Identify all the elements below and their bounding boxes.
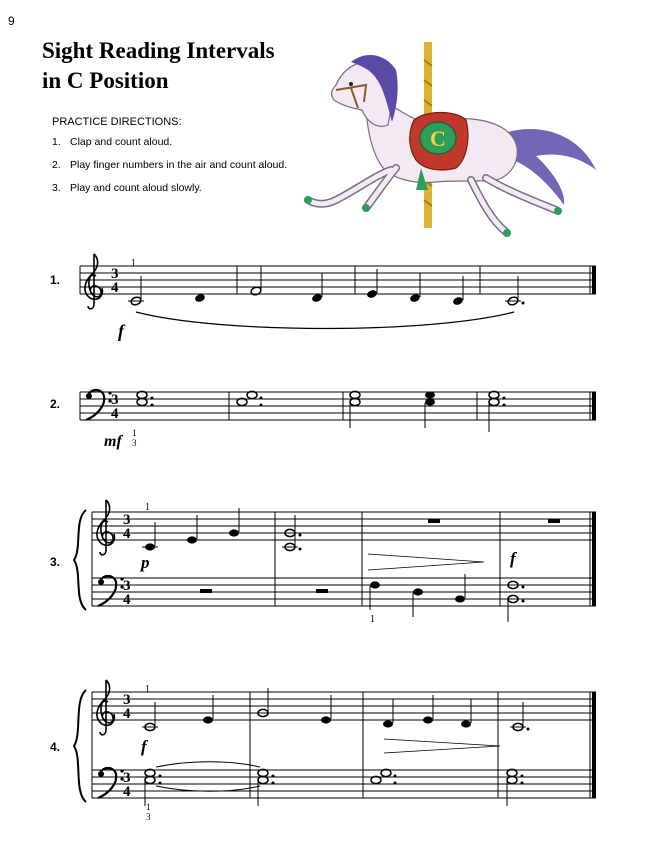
direction-text: Play finger numbers in the air and count aloud. bbox=[70, 159, 288, 171]
dynamic-marking: mf bbox=[104, 433, 122, 450]
exercise-number-2: 2. bbox=[50, 397, 61, 411]
time-sig-bottom: 4 bbox=[111, 406, 119, 422]
fingering: 1 bbox=[145, 502, 150, 513]
direction-number: 2. bbox=[52, 159, 61, 171]
title-line-2: in C Position bbox=[42, 68, 169, 93]
brace bbox=[74, 510, 86, 610]
directions-heading: PRACTICE DIRECTIONS: bbox=[52, 116, 182, 128]
notes bbox=[142, 508, 560, 622]
fingering-bottom: 3 bbox=[132, 438, 137, 448]
fingering: 1 bbox=[370, 614, 375, 625]
fingering: 1 bbox=[145, 684, 150, 695]
page-number: 9 bbox=[8, 14, 15, 28]
fingering-top: 1 bbox=[132, 428, 137, 438]
tie bbox=[156, 762, 260, 767]
time-sig-bottom: 4 bbox=[123, 706, 131, 722]
fingering: 1 bbox=[131, 258, 136, 269]
dynamic-marking: p bbox=[141, 553, 150, 572]
time-sig-bottom: 4 bbox=[123, 784, 131, 800]
exercise-1-staff bbox=[80, 254, 596, 341]
dynamic-marking: f bbox=[118, 321, 124, 341]
notes bbox=[137, 391, 506, 432]
decrescendo bbox=[368, 554, 484, 570]
direction-number: 3. bbox=[52, 182, 61, 194]
time-sig-top: 3 bbox=[123, 770, 131, 786]
exercise-number-1: 1. bbox=[50, 273, 61, 287]
time-sig-top: 3 bbox=[111, 266, 119, 282]
tie bbox=[156, 786, 260, 791]
exercise-number-3: 3. bbox=[50, 555, 61, 569]
time-sig-bottom: 4 bbox=[123, 592, 131, 608]
notes bbox=[128, 266, 525, 306]
exercise-2-staff bbox=[80, 390, 596, 450]
fingering-top: 1 bbox=[146, 802, 151, 812]
brace bbox=[74, 690, 86, 802]
time-sig-bottom: 4 bbox=[111, 280, 119, 296]
time-sig-top: 3 bbox=[123, 692, 131, 708]
direction-text: Play and count aloud slowly. bbox=[70, 182, 202, 194]
direction-text: Clap and count aloud. bbox=[70, 136, 173, 148]
exercise-3-grand-staff bbox=[74, 500, 596, 625]
fingering-bottom: 3 bbox=[146, 812, 151, 822]
phrase-slur bbox=[136, 312, 514, 329]
dynamic-marking: f bbox=[141, 737, 147, 756]
dynamic-marking: f bbox=[510, 549, 516, 568]
decrescendo bbox=[384, 739, 500, 753]
time-sig-top: 3 bbox=[111, 392, 119, 408]
title-line-1: Sight Reading Intervals bbox=[42, 38, 275, 63]
time-sig-bottom: 4 bbox=[123, 526, 131, 542]
saddle-letter: C bbox=[430, 126, 446, 151]
time-sig-top: 3 bbox=[123, 512, 131, 528]
time-sig-top: 3 bbox=[123, 578, 131, 594]
exercise-number-4: 4. bbox=[50, 740, 61, 754]
exercise-4-grand-staff bbox=[74, 680, 596, 822]
direction-number: 1. bbox=[52, 136, 61, 148]
